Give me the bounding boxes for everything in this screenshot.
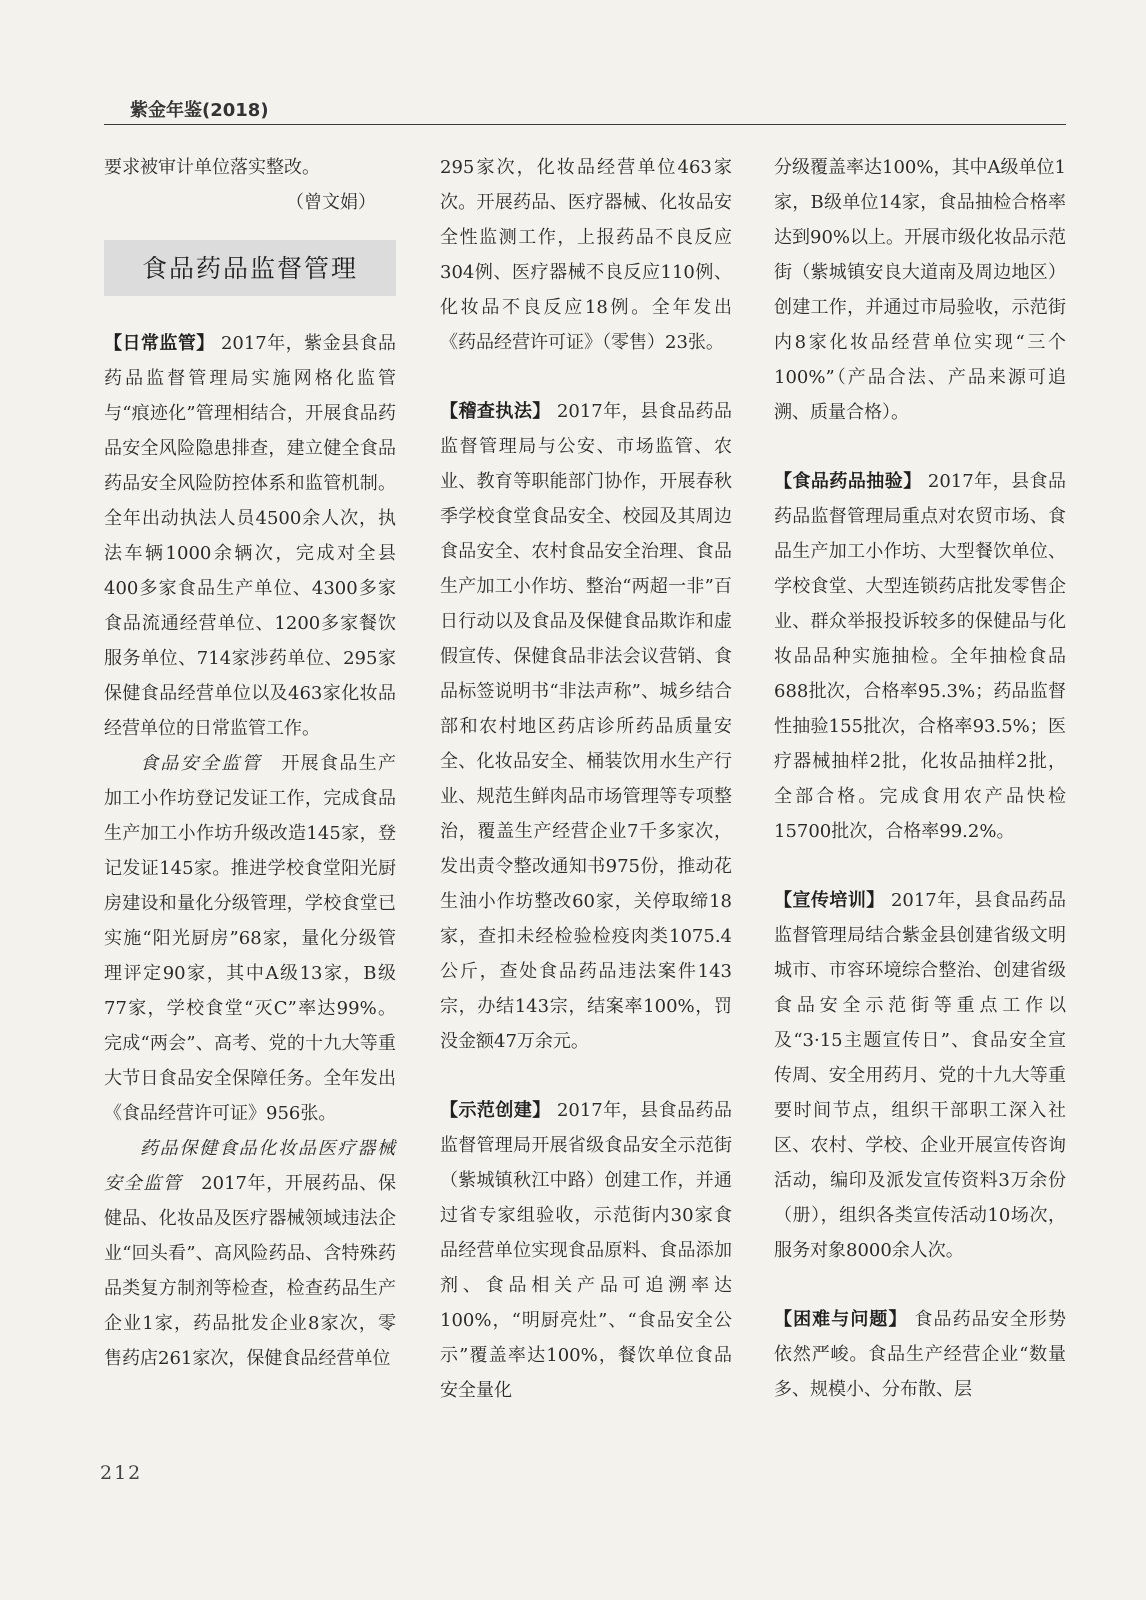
continued-paragraph-3: 分级覆盖率达100%，其中A级单位1家，B级单位14家，食品抽检合格率达到90%以上。开展市级化妆品示范街（紫城镇安良大道南及周边地区）创建工作，并通过市局验收，示范街内8家化妆品经营单位实现“三个100%”（产品合法、产品来源可追溯、质量合格）。 bbox=[774, 157, 1067, 423]
daily-supervision-text: 2017年，紫金县食品药品监督管理局实施网格化监管与“痕迹化”管理相结合，开展食品药品安全风险隐患排查，建立健全食品药品安全风险防控体系和监管机制。全年出动执法人员4500余人次，执法车辆1000余辆次，完成对全县400多家食品生产单位、4300多家食品流通经营单位、1200多家餐饮服务单位、714家涉药单位、295家保健食品经营单位以及463家化妆品经营单位的日常监管工作。 bbox=[104, 333, 396, 739]
column-1 bbox=[104, 150, 396, 1376]
food-safety-text: 开展食品生产加工小作坊登记发证工作，完成食品生产加工小作坊升级改造145家，登记发证145家。推进学校食堂阳光厨房建设和量化分级管理，学校食堂已实施“阳光厨房”68家，量化分级管理评定90家，其中A级13家，B级77家，学校食堂“灭C”率达99%。完成“两会”、高考、党的十九大等重大节日食品安全保障任务。全年发出《食品经营许可证》956张。 bbox=[104, 753, 397, 1124]
inspection-text: 2017年，县食品药品监督管理局与公安、市场监管、农业、教育等职能部门协作，开展春秋季学校食堂食品安全、校园及其周边食品安全、农村食品安全治理、食品生产加工小作坊、整治“两超一非”百日行动以及食品及保健食品欺诈和虚假宣传、保健食品非法会议营销、食品标签说明书“非法声称”、城乡结合部和农村地区药店诊所药品质量安全、化妆品安全、桶装饮用水生产行业、规范生鲜肉品市场管理等专项整治，覆盖生产经营企业7千多家次，发出责令整改通知书975份，推动花生油小作坊整改60家，关停取缔18家，查扣未经检验检疫肉类1075.4公斤，查处食品药品违法案件143宗，办结143宗，结案率100%，罚没金额47万余元。 bbox=[440, 401, 732, 1052]
page-number: 212 bbox=[100, 1462, 143, 1484]
food-safety-paragraph bbox=[104, 746, 396, 1131]
drug-safety-text: 2017年，开展药品、保健品、化妆品及医疗器械领域违法企业“回头看”、高风险药品、含特殊药品类复方制剂等检查，检查药品生产企业1家，药品批发企业8家次，零售药店261家次，保健食品经营单位 bbox=[104, 1173, 397, 1369]
problems-paragraph bbox=[774, 1302, 1066, 1407]
training-text: 2017年，县食品药品监督管理局结合紫金县创建省级文明城市、市容环境综合整治、创建省级食品安全示范街等重点工作以及“3·15主题宣传日”、食品安全宣传周、安全用药月、党的十九大等重要时间节点，组织干部职工深入社区、农村、学校、企业开展宣传咨询活动，编印及派发宣传资料3万余份（册），组织各类宣传活动10场次，服务对象8000余人次。 bbox=[774, 890, 1066, 1261]
column-3 bbox=[774, 150, 1066, 1407]
demonstration-paragraph bbox=[440, 1093, 732, 1408]
food-safety-subhead: 食品安全监管 bbox=[140, 753, 262, 774]
author-credit: （曾文娟） bbox=[286, 192, 376, 213]
running-header bbox=[104, 92, 1066, 125]
sampling-paragraph bbox=[774, 464, 1066, 849]
column-2 bbox=[440, 150, 732, 1408]
drug-safety-subhead: 药品保健食品化妆品医疗器械安全监管 bbox=[104, 1138, 396, 1194]
inspection-paragraph bbox=[440, 394, 732, 1059]
section-title: 食品药品监督管理 bbox=[104, 240, 396, 296]
continued-paragraph: 295家次，化妆品经营单位463家次。开展药品、医疗器械、化妆品安全性监测工作，上报药品不良反应304例、医疗器械不良反应110例、化妆品不良反应18例。全年发出《药品经营许可证》（零售）23张。 bbox=[440, 157, 732, 353]
demonstration-text: 2017年，县食品药品监督管理局开展省级食品安全示范街（紫城镇秋江中路）创建工作，并通过省专家组验收，示范街内30家食品经营单位实现食品原料、食品添加剂、食品相关产品可追溯率达100%，“明厨亮灶”、“食品安全公示”覆盖率达100%，餐饮单位食品安全量化 bbox=[440, 1100, 732, 1401]
sampling-text: 2017年，县食品药品监督管理局重点对农贸市场、食品生产加工小作坊、大型餐饮单位、学校食堂、大型连锁药店批发零售企业、群众举报投诉较多的保健品与化妆品品种实施抽检。全年抽检食品688批次，合格率95.3%；药品监督性抽验155批次，合格率93.5%；医疗器械抽样2批，化妆品抽样2批，全部合格。完成食用农产品快检15700批次，合格率99.2%。 bbox=[774, 471, 1066, 842]
training-paragraph bbox=[774, 883, 1066, 1268]
demonstration-label: 【示范创建】 bbox=[440, 1100, 551, 1121]
daily-supervision-paragraph bbox=[104, 326, 396, 746]
drug-safety-paragraph bbox=[104, 1131, 396, 1376]
yearbook-title: 紫金年鉴(2018) bbox=[130, 100, 269, 121]
problems-text: 食品药品安全形势依然严峻。食品生产经营企业“数量多、规模小、分布散、层 bbox=[774, 1309, 1066, 1400]
sampling-label: 【食品药品抽验】 bbox=[774, 471, 922, 492]
training-label: 【宣传培训】 bbox=[774, 890, 885, 911]
daily-supervision-label: 【日常监管】 bbox=[104, 333, 215, 354]
intro-paragraph: 要求被审计单位落实整改。 bbox=[104, 157, 320, 178]
problems-label: 【困难与问题】 bbox=[774, 1309, 908, 1330]
inspection-label: 【稽查执法】 bbox=[440, 401, 551, 422]
